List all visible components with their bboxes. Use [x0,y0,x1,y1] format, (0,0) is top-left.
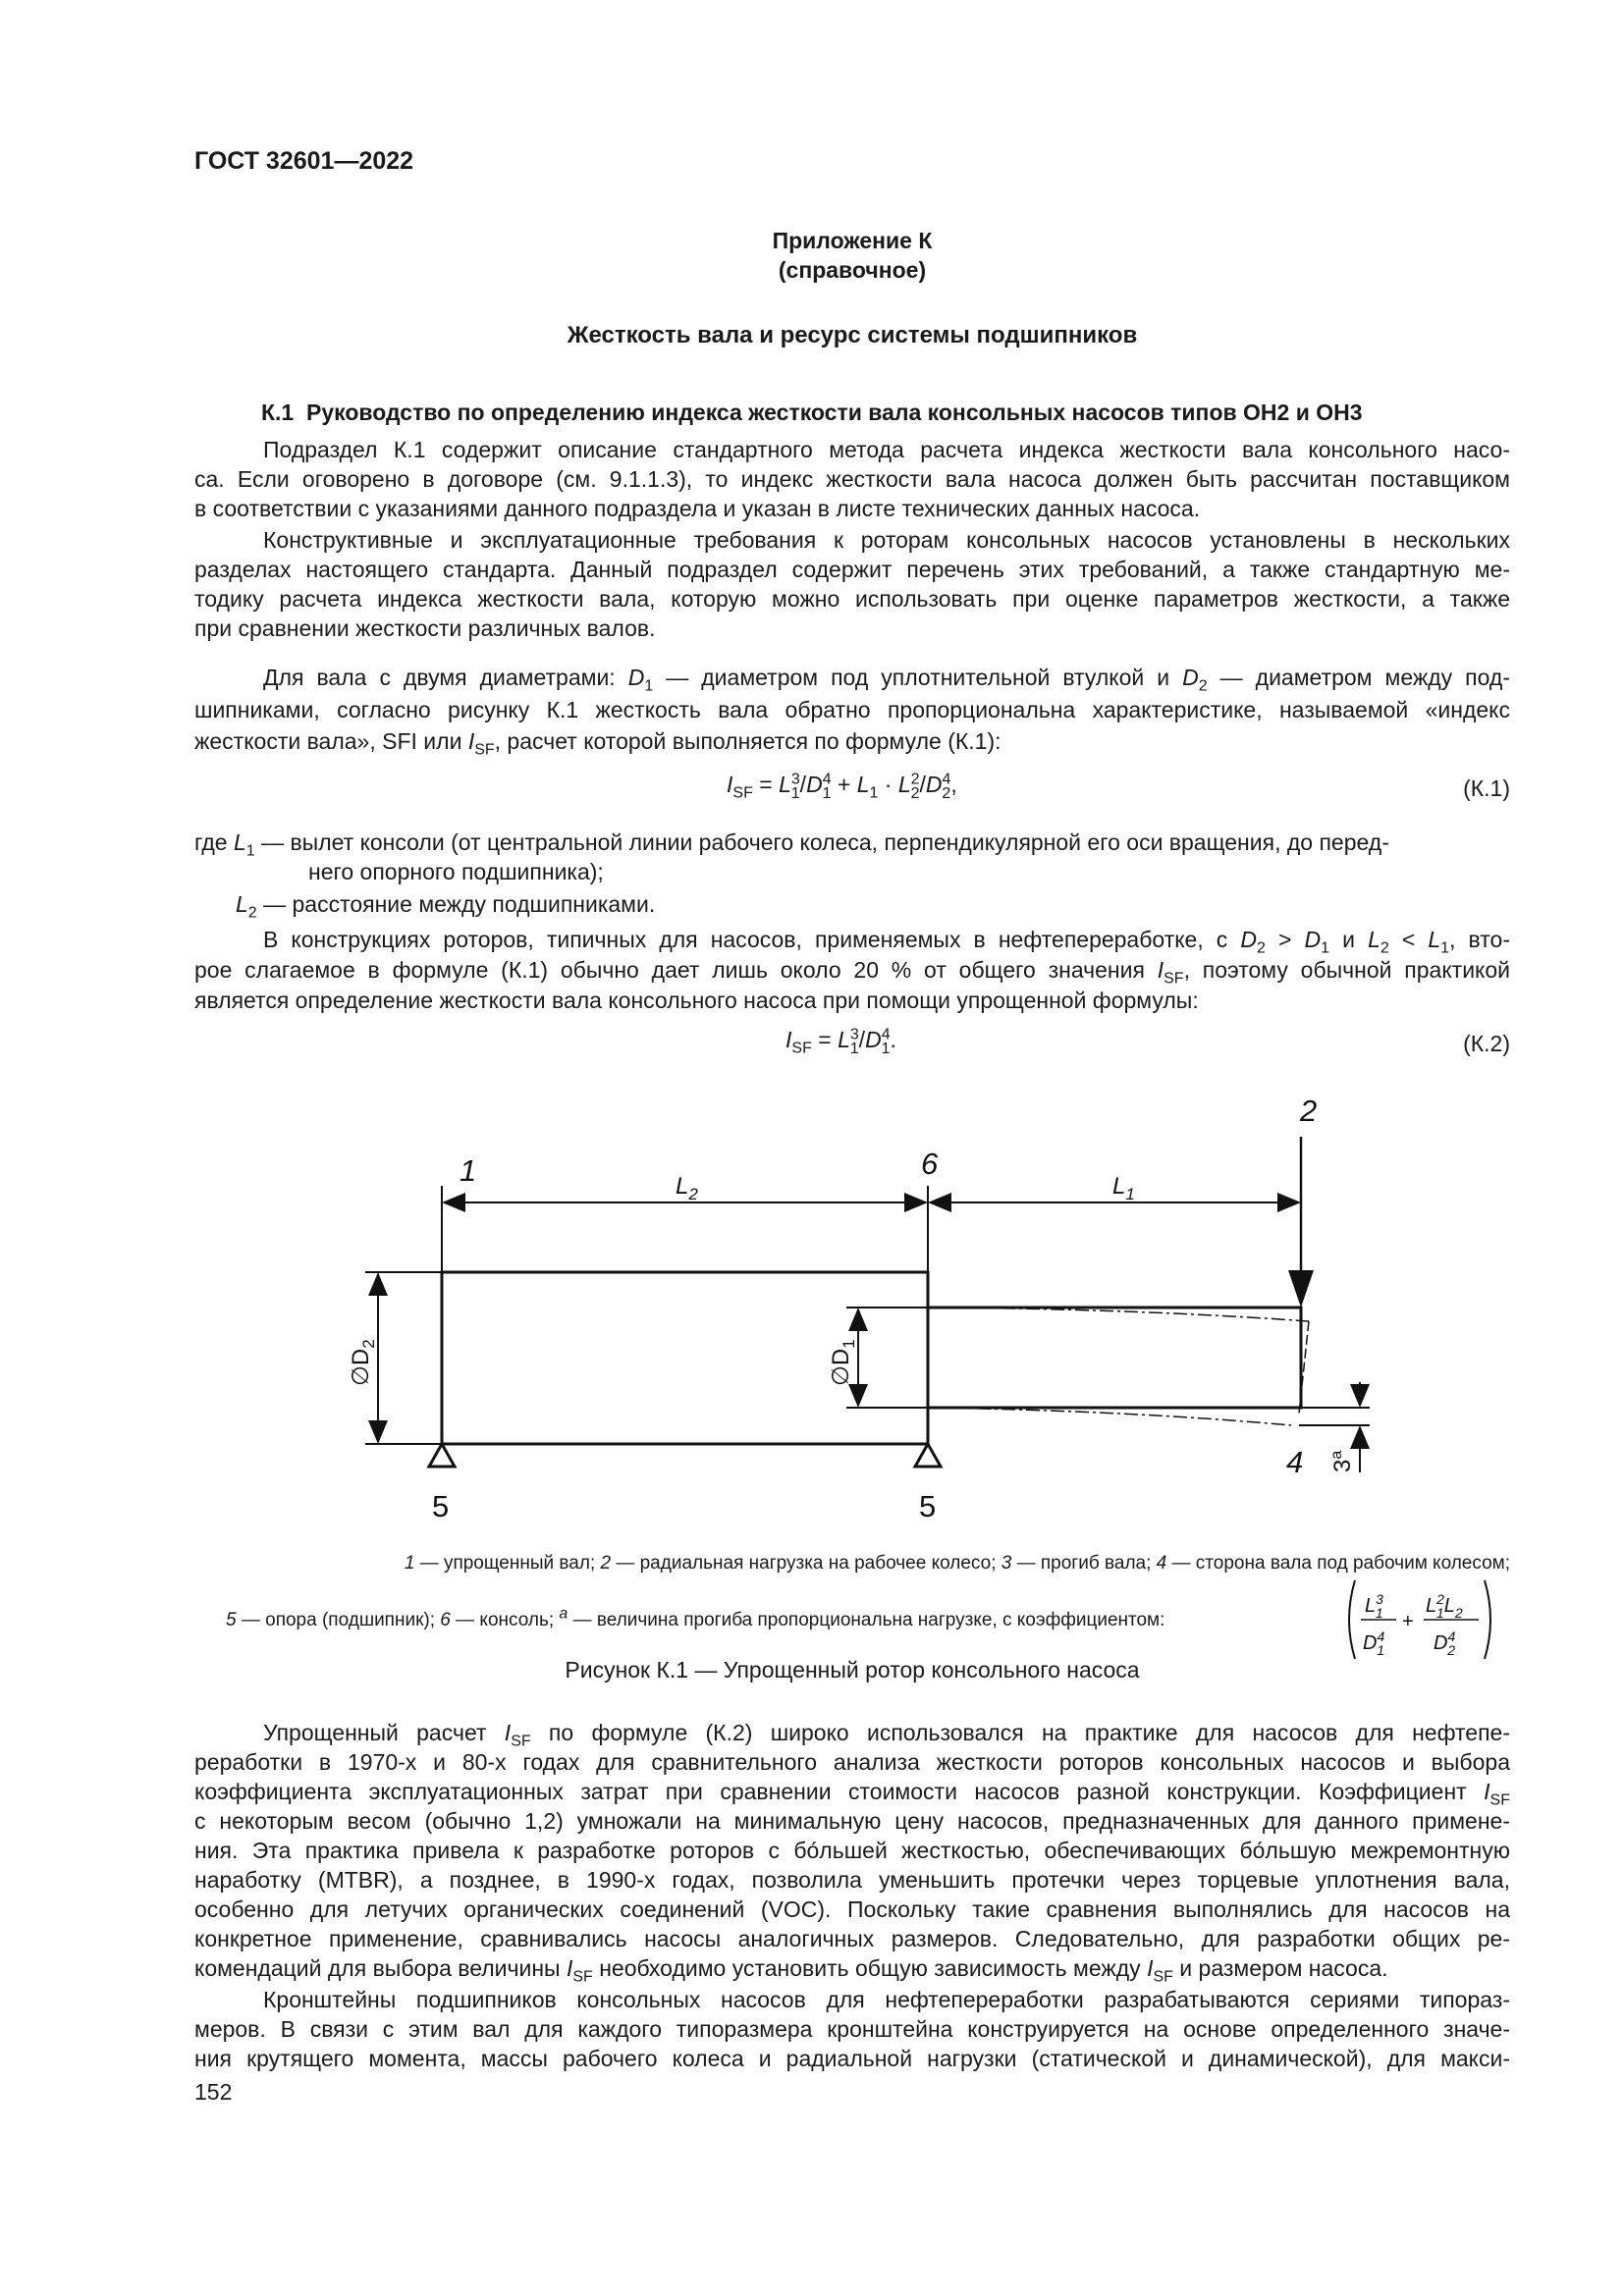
label-d2: $\emptyset D_2$ [348,1339,378,1386]
label-1: 1 [460,1153,477,1188]
appendix-heading: Жесткость вала и ресурс системы подшипников [567,322,1138,348]
paragraph-6-line-1: Кронштейны подшипников консольных насосов для нефтепереработки разрабатываются сериями типораз- [263,1987,1510,2012]
paragraph-2-line-1: Конструктивные и эксплуатационные требования к роторам консольных насосов установлены в нескольких [263,527,1510,553]
figure-legend-line-1: 1 — упрощенный вал; 2 — радиальная нагрузка на рабочее колесо; 3 — прогиб вала; 4 — сторона вала под рабочим колесом; [404,1553,1510,1574]
paragraph-5-line-1: Упрощенный расчет $I_{SF}$ по формуле (К.2) широко использовался на практике для насосов для нефтепе- [263,1720,1510,1750]
paragraph-5-line-7: особенно для летучих органических соединений (VOC). Поскольку такие сравнения выполнялись для насосов на [194,1896,1510,1922]
formula-k2: $I_{SF} = L^3_1/D^4_1$. [785,1026,896,1057]
formula-k1: $I_{SF} = L^3_1/D^4_1 + L_1 \cdot L^2_2/D^4_2$, [727,771,957,802]
section-title: Руководство по определению индекса жесткости вала консольных насосов типов ОН2 и ОН3 [306,400,1363,425]
paragraph-2-line-2: разделах настоящего стандарта. Данный подраздел содержит перечень этих требований, а также стандартную ме- [194,557,1510,582]
paragraph-6-line-3: ния крутящего момента, массы рабочего колеса и радиальной нагрузки (статической и динамической), для макси- [194,2046,1510,2071]
paragraph-3-line-1: Для вала с двумя диаметрами: $D_1$ — диаметром под уплотнительной втулкой и $D_2$ — диаметром между под- [263,665,1510,695]
paragraph-4-line-1: В конструкциях роторов, типичных для насосов, применяемых в нефтепереработке, с $D_2 > D_1$ и $L_2 < L_1$, вто- [263,927,1510,957]
where-l1: где $L_1$ — вылет консоли (от центральной линии рабочего колеса, перпендикулярной его оси вращения, до перед- [194,829,1389,860]
label-l2: $L_2$ [676,1173,698,1203]
paragraph-3-line-3: жесткости вала», SFI или $I_{SF}$, расчет которой выполняется по формуле (К.1): [194,728,1001,759]
appendix-title: Приложение К [772,228,933,253]
paragraph-5-line-9: комендаций для выбора величины $I_{SF}$ необходимо установить общую зависимость между $I_{SF}$ и размером насоса. [194,1955,1388,1986]
label-6: 6 [921,1147,939,1181]
support-left-icon [429,1444,455,1467]
deflected-shaft-bottom [928,1408,1291,1425]
paragraph-1-line-3: в соответствии с указаниями данного подраздела и указан в листе технических данных насоса. [194,496,1201,521]
appendix-status: (справочное) [778,257,927,283]
frac1-denominator: $D^4$ 1 [1363,1629,1385,1658]
deflected-shaft-top [928,1308,1309,1321]
paragraph-1-line-1: Подраздел К.1 содержит описание стандартного метода расчета индекса жесткости вала консольного насо- [263,437,1510,462]
page-number: 152 [194,2079,233,2105]
formula-k1-number: (К.1) [1463,775,1510,801]
paragraph-1-line-2: са. Если оговорено в договоре (см. 9.1.1.3), то индекс жесткости вала насоса должен быть рассчитан поставщиком [194,466,1510,492]
paragraph-5-line-3: коэффициента эксплуатационных затрат при сравнении стоимости насосов разной конструкции. Коэффициент $I_{SF}$ [194,1779,1510,1809]
frac1-numerator: $L^3$ 1 [1365,1591,1383,1621]
label-d1: $\emptyset D_1$ [828,1339,858,1386]
paragraph-5-line-5: ния. Эта практика привела к разработке роторов с бо́льшей жесткостью, обеспечивающих бо́льшую межремонтную [194,1838,1510,1863]
frac2-denominator: $D^4$ 2 [1434,1629,1456,1658]
figure-caption: Рисунок К.1 — Упрощенный ротор консольного насоса [565,1657,1140,1682]
label-3a: $3^а$ [1328,1450,1356,1472]
label-l1: $L_1$ [1112,1173,1135,1203]
where-l2: $L_2$ — расстояние между подшипниками. [236,891,656,922]
shaft-section-d2 [442,1272,928,1444]
label-4: 4 [1286,1445,1304,1479]
shaft-section-d1 [928,1308,1301,1408]
label-5-right: 5 [919,1489,937,1523]
label-2: 2 [1300,1094,1318,1128]
radial-load-arrowhead [1288,1270,1314,1308]
document-code: ГОСТ 32601—2022 [194,147,414,175]
left-paren [1349,1580,1355,1659]
section-heading [194,398,1510,427]
paragraph-5-line-4: с некоторым весом (обычно 1,2) умножали на минимальную цену насосов, предназначенных для данного примене- [194,1808,1510,1834]
frac2-numerator: $L^2$ $1L_2$ [1426,1591,1463,1621]
paragraph-2-line-3: тодику расчета индекса жесткости вала, которую можно использовать при оценке параметров жесткости, а также [194,586,1510,612]
figure-legend-line-2: 5 — опора (подшипник); 6 — консоль; $^а$ — величина прогиба пропорциональна нагрузке, с коэффициентом: [226,1605,1165,1630]
figure-k1-rotor-diagram [0,1060,1624,1531]
paragraph-5-line-8: конкретное применение, сравнивались насосы аналогичных размеров. Следовательно, для разработки общих ре- [194,1926,1510,1951]
paragraph-5-line-2: реработки в 1970-х и 80-х годах для сравнительного анализа жесткости роторов консольных насосов и выбора [194,1749,1510,1775]
section-number: К.1 [261,400,295,425]
paragraph-4-line-3: является определение жесткости вала консольного насоса при помощи упрощенной формулы: [194,988,1199,1013]
paragraph-2-line-4: при сравнении жесткости различных валов. [194,615,656,641]
support-right-icon [915,1444,941,1467]
plus-sign: + [1402,1611,1414,1632]
where-l1-continued: него опорного подшипника); [308,859,604,884]
paragraph-6-line-2: меров. В связи с этим вал для каждого типоразмера кронштейна конструируется на основе определенного значе- [194,2016,1510,2042]
formula-k2-number: (К.2) [1463,1031,1510,1056]
paragraph-5-line-6: наработку (MTBR), а позднее, в 1990-х годах, позволила уменьшить протечки через торцевые уплотнения вала, [194,1867,1510,1893]
paragraph-4-line-2: рое слагаемое в формуле (К.1) обычно дает лишь около 20 % от общего значения $I_{SF}$, поэтому обычной практикой [194,957,1511,988]
label-5-left: 5 [432,1489,450,1523]
paragraph-3-line-2: шипниками, согласно рисунку К.1 жесткость вала обратно пропорциональна характеристике, называемой «индекс [194,697,1510,722]
coefficient-formula [1341,1578,1498,1661]
right-paren [1485,1580,1490,1659]
